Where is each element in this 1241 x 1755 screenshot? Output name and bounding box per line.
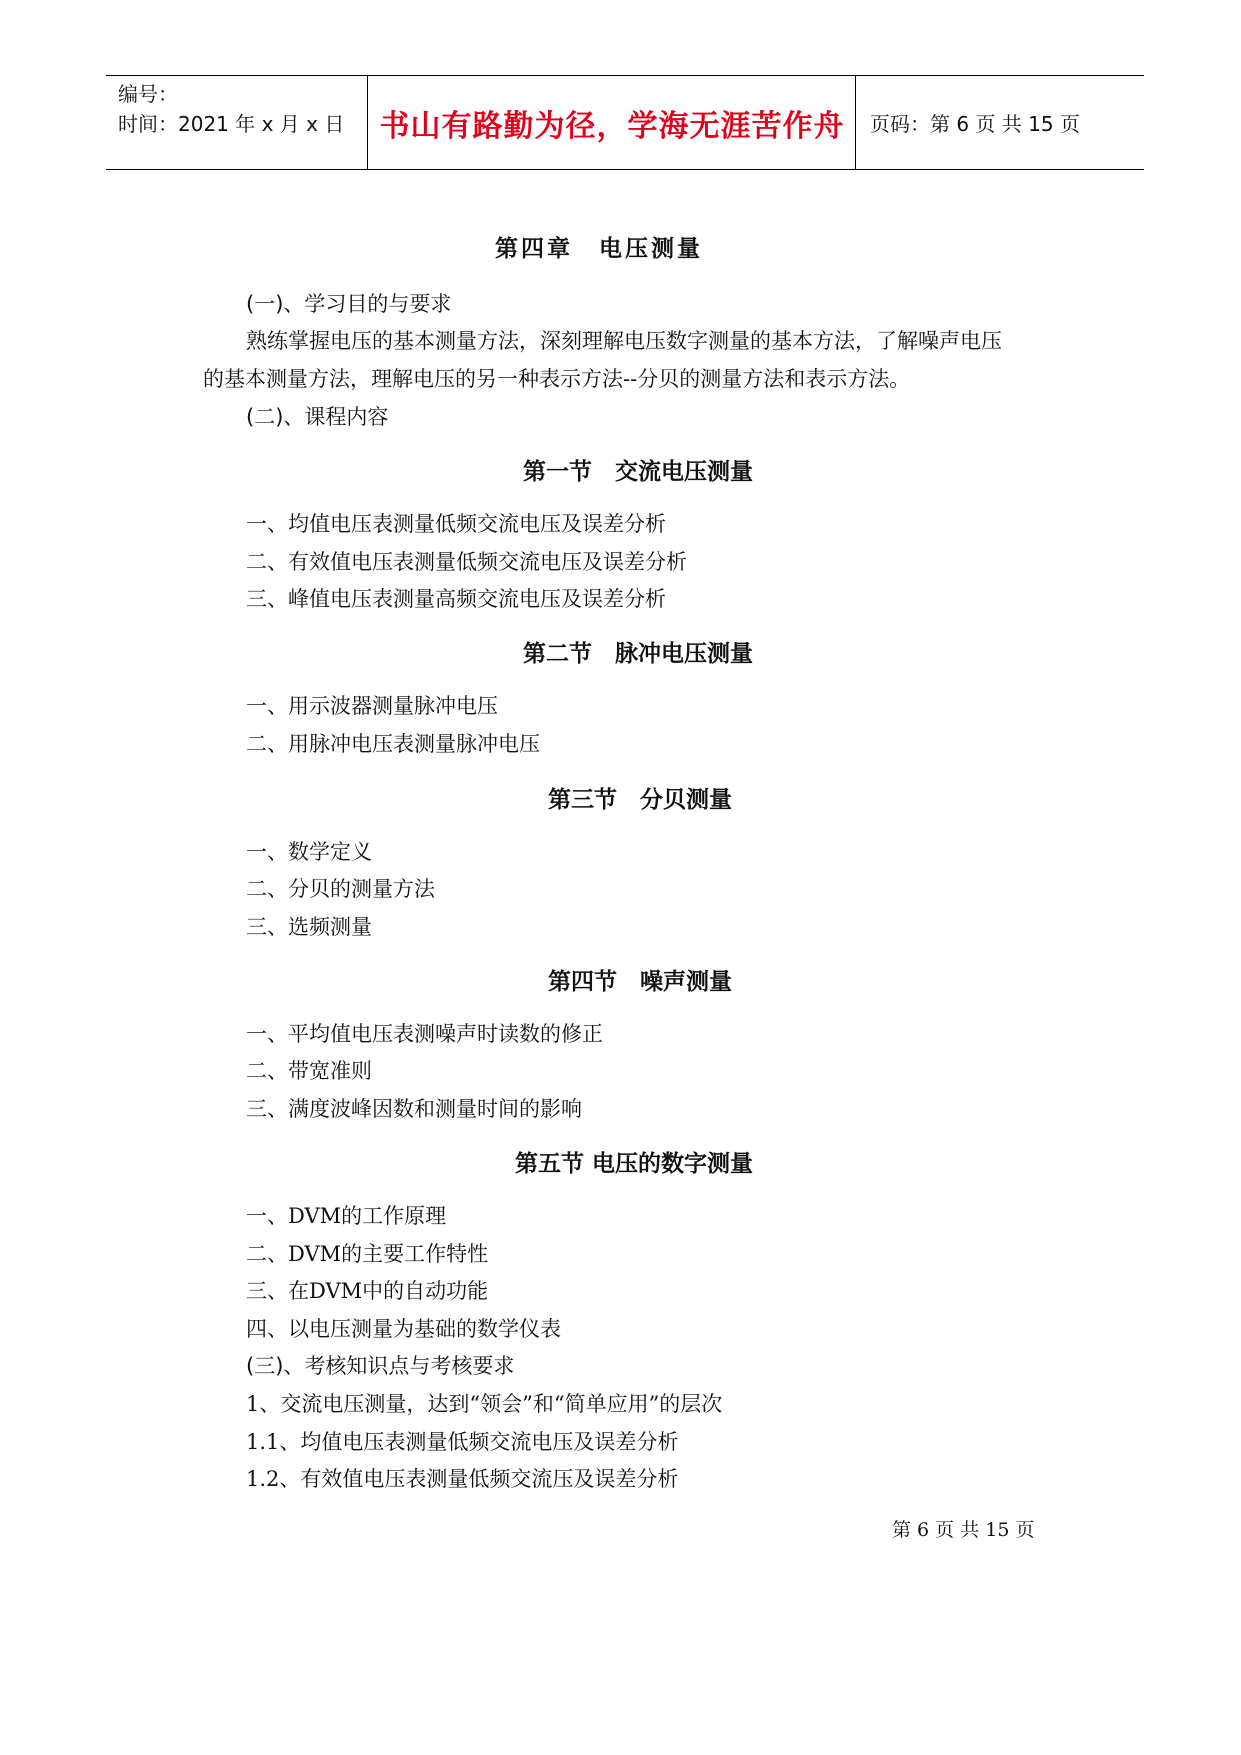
list-item: 一、用示波器测量脉冲电压 [246, 694, 498, 718]
section-title: 第四节 噪声测量 [548, 969, 732, 995]
list-item: 二、用脉冲电压表测量脉冲电压 [246, 732, 540, 756]
list-item: 二、有效值电压表测量低频交流电压及误差分析 [246, 550, 687, 574]
list-item: 二、带宽准则 [246, 1059, 372, 1083]
list-item: 一、数学定义 [246, 840, 372, 864]
list-item: 一、DVM的工作原理 [246, 1204, 447, 1228]
part3-heading: (三)、考核知识点与考核要求 [246, 1354, 515, 1378]
part1-paragraph-line2: 的基本测量方法，理解电压的另一种表示方法--分贝的测量方法和表示方法。 [203, 367, 911, 391]
part2-heading: (二)、课程内容 [246, 405, 389, 429]
section-title: 第五节 电压的数字测量 [515, 1151, 754, 1177]
section-title: 第一节 交流电压测量 [523, 459, 753, 485]
header-meta [106, 76, 368, 169]
list-item: 四、以电压测量为基础的数学仪表 [246, 1317, 561, 1341]
page-footer: 第 6 页 共 15 页 [892, 1519, 1035, 1541]
list-item: 三、满度波峰因数和测量时间的影响 [246, 1097, 582, 1121]
part1-paragraph-line1: 熟练掌握电压的基本测量方法，深刻理解电压数字测量的基本方法，了解噪声电压 [246, 329, 1002, 353]
list-item: 三、在DVM中的自动功能 [246, 1279, 489, 1303]
part1-heading: (一)、学习目的与要求 [246, 292, 452, 316]
header-motto: 书山有路勤为径，学海无涯苦作舟 [369, 76, 856, 169]
header-page-label: 页码：第 6 页 共 15 页 [870, 112, 1080, 136]
section-title: 第三节 分贝测量 [548, 787, 732, 813]
list-item: 一、平均值电压表测噪声时读数的修正 [246, 1022, 603, 1046]
chapter-title: 第四章 电压测量 [495, 235, 703, 262]
list-item: 1.2、有效值电压表测量低频交流压及误差分析 [246, 1467, 679, 1491]
page-header [106, 75, 1144, 170]
doc-time-label: 时间：2021 年 x 月 x 日 [118, 112, 345, 136]
list-item: 三、峰值电压表测量高频交流电压及误差分析 [246, 587, 666, 611]
list-item: 三、选频测量 [246, 915, 372, 939]
list-item: 1.1、均值电压表测量低频交流电压及误差分析 [246, 1430, 679, 1454]
list-item: 1、交流电压测量，达到“领会”和“简单应用”的层次 [246, 1392, 723, 1416]
doc-number-label: 编号： [118, 82, 178, 106]
list-item: 二、分贝的测量方法 [246, 877, 435, 901]
list-item: 二、DVM的主要工作特性 [246, 1242, 489, 1266]
section-title: 第二节 脉冲电压测量 [523, 641, 753, 667]
list-item: 一、均值电压表测量低频交流电压及误差分析 [246, 512, 666, 536]
